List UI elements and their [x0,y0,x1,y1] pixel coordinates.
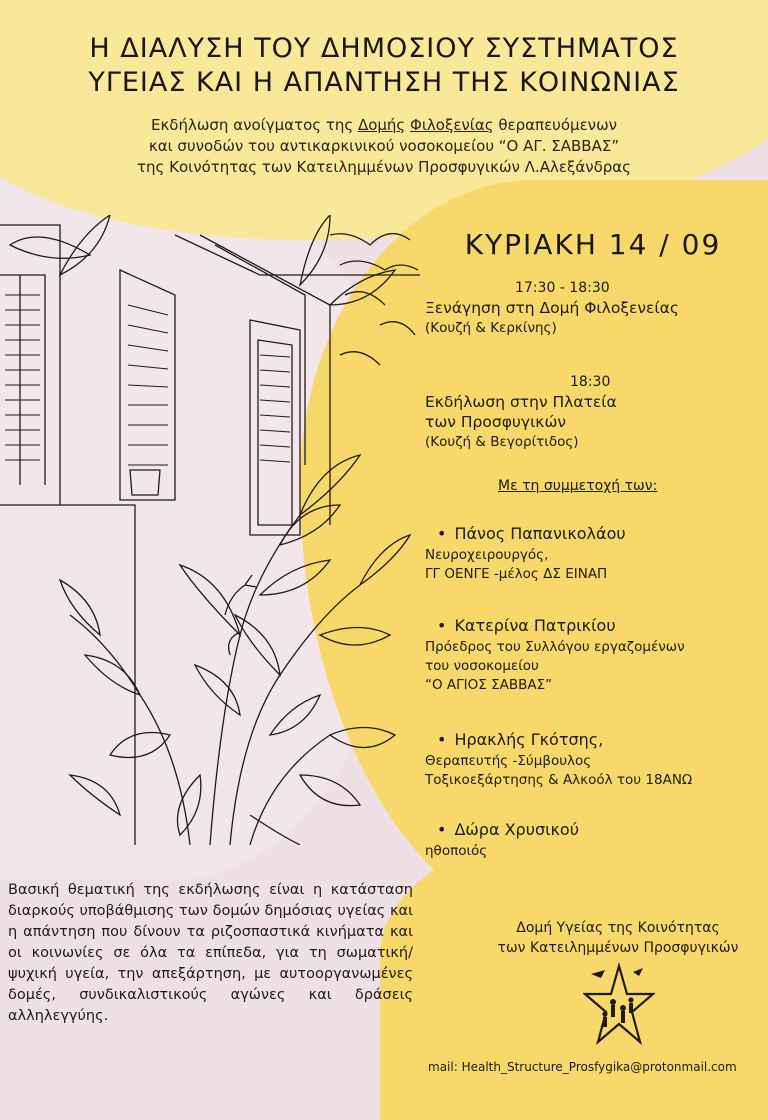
building-plant-illustration [0,215,420,845]
intro-line-2: και συνοδών του αντικαρκινικού νοσοκομείου “Ο ΑΓ. ΣΑΒΒΑΣ” [148,137,620,155]
schedule-activity-line-1: Εκδήλωση στην Πλατεία [425,393,617,411]
participant-role: ΓΓ ΟΕΝΓΕ -μέλος ΔΣ ΕΙΝΑΠ [425,566,608,582]
schedule-location: (Κουζή & Κερκίνης) [425,320,557,336]
title-line-2: ΥΓΕΙΑΣ ΚΑΙ Η ΑΠΑΝΤΗΣΗ ΤΗΣ ΚΟΙΝΩΝΙΑΣ [88,67,680,98]
participant-role: του νοσοκομείου [425,658,539,674]
participant-name: • Πάνος Παπανικολάου [425,522,765,546]
schedule-item-2 [425,372,765,452]
organizer-line-2: των Κατειλημμένων Προσφυγικών [497,940,739,956]
contact-email: mail: Health_Structure_Prosfygika@protonmail.com [428,1060,737,1074]
participant-name: • Δώρα Χρυσικού [425,818,765,842]
participant-role: Νευροχειρουργός, [425,547,549,563]
schedule-item-1 [425,278,765,338]
participants-heading: Με τη συμμετοχή των: [498,478,658,494]
organizer-line-1: Δομή Υγείας της Κοινότητας [516,920,720,936]
schedule-time: 18:30 [570,374,611,390]
participant-name: • Κατερίνα Πατρικίου [425,614,765,638]
poster-title [20,32,748,100]
title-line-1: Η ΔΙΑΛΥΣΗ ΤΟΥ ΔΗΜΟΣΙΟΥ ΣΥΣΤΗΜΑΤΟΣ [89,33,679,64]
event-description: Βασική θεματική της εκδήλωσης είναι η κατάσταση διαρκούς υποβάθμισης των δομών δημόσιας υγείας και η απάντηση που δίνουν τα ριζοσπαστικά κινήματα και οι κοινωνίες σε όλα τα επίπεδα, για τη σωματική/ ψυχική υγεία, την απεξάρτηση, με αυτοοργανωμένες δομές, συνδικαλιστικούς αγώνες και δράσεις αλληλεγγύης. [8,882,413,1024]
event-date: ΚΥΡΙΑΚΗ 14 / 09 [464,228,722,261]
schedule-time: 17:30 - 18:30 [515,280,610,296]
intro-underlined-filoxenias: Φιλοξενίας [410,116,494,134]
schedule-activity: Ξενάγηση στη Δομή Φιλοξενείας [425,299,679,317]
participant-role: “Ο ΑΓΙΟΣ ΣΑΒΒΑΣ” [425,677,553,693]
participant-role: Πρόεδρος του Συλλόγου εργαζομένων [425,639,685,655]
participant-3 [425,728,765,790]
intro-line-1-end: θεραπευόμενων [493,116,618,134]
participant-4 [425,818,765,861]
intro-line-1-start: Εκδήλωση ανοίγματος της [150,116,358,134]
organizer [478,918,758,958]
participant-role: ηθοποιός [425,843,488,859]
participant-role: Θεραπευτής -Σύμβουλος [425,753,592,769]
schedule-location: (Κουζή & Βεγορίτιδος) [425,434,579,450]
intro-text [20,115,748,178]
participant-role: Τοξικοεξάρτησης & Αλκοόλ του 18ΑΝΩ [425,772,693,788]
intro-line-1 [20,115,748,136]
star-people-logo [583,962,655,1048]
participant-name: • Ηρακλής Γκότσης, [425,728,765,752]
intro-line-3: της Κοινότητας των Κατειλημμένων Προσφυγικών Λ.Αλεξάνδρας [137,158,631,176]
schedule-activity-line-2: των Προσφυγικών [425,413,567,431]
participant-2 [425,614,765,695]
participant-1 [425,522,765,584]
intro-underlined-domis: Δομής [357,116,406,134]
